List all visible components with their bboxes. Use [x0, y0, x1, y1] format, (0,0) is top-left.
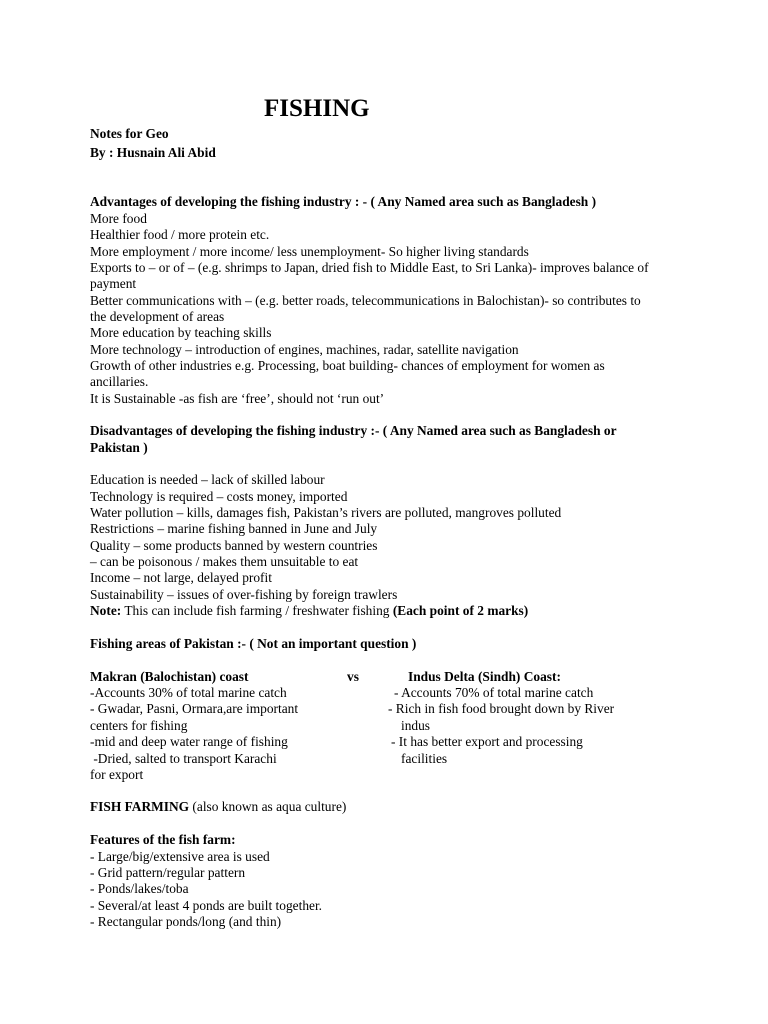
advantage-line: payment [90, 276, 137, 291]
indus-line: facilities [401, 751, 448, 766]
disadvantage-line: Technology is required – costs money, imported [90, 489, 348, 504]
makran-line: -mid and deep water range of fishing [90, 734, 288, 749]
areas-heading: Fishing areas of Pakistan :- ( Not an important question ) [90, 636, 417, 651]
disadvantage-line: Education is needed – lack of skilled labour [90, 472, 325, 487]
advantage-line: Exports to – or of – (e.g. shrimps to Japan, dried fish to Middle East, to Sri Lanka)- improves balance of [90, 260, 649, 275]
disadvantage-line: Restrictions – marine fishing banned in June and July [90, 521, 378, 536]
advantages-heading: Advantages of developing the fishing industry : - ( Any Named area such as Bangladesh ) [90, 194, 597, 209]
advantage-line: More education by teaching skills [90, 325, 272, 340]
indus-line: indus [401, 718, 431, 733]
disadvantage-line: Income – not large, delayed profit [90, 570, 272, 585]
note-line [90, 603, 528, 619]
advantage-line: More technology – introduction of engines, machines, radar, satellite navigation [90, 342, 519, 357]
disadvantages-heading-line1: Disadvantages of developing the fishing industry :- ( Any Named area such as Bangladesh or [90, 423, 617, 438]
advantage-line: It is Sustainable -as fish are ‘free’, should not ‘run out’ [90, 391, 385, 406]
advantage-line: More food [90, 211, 147, 226]
fish-farming-line [90, 799, 346, 815]
author-label: By : Husnain Ali Abid [90, 145, 216, 160]
feature-line: - Several/at least 4 ponds are built together. [90, 898, 323, 913]
note-marks: (Each point of 2 marks) [392, 603, 529, 618]
feature-line: - Rectangular ponds/long (and thin) [90, 914, 282, 929]
note-text: This can include fish farming / freshwater fishing [121, 603, 393, 618]
makran-line: -Accounts 30% of total marine catch [90, 685, 287, 700]
disadvantage-line: Sustainability – issues of over-fishing by foreign trawlers [90, 587, 398, 602]
makran-line: - Gwadar, Pasni, Ormara,are important [90, 701, 299, 716]
fish-farming-aka: (also known as aqua culture) [189, 799, 347, 814]
feature-line: - Grid pattern/regular pattern [90, 865, 246, 880]
makran-line: centers for fishing [90, 718, 188, 733]
advantage-line: Better communications with – (e.g. better roads, telecommunications in Balochistan)- so contributes to [90, 293, 641, 308]
advantage-line: More employment / more income/ less unemployment- So higher living standards [90, 244, 529, 259]
makran-line: -Dried, salted to transport Karachi [90, 751, 277, 766]
vs-label: vs [347, 669, 359, 684]
advantage-line: Healthier food / more protein etc. [90, 227, 270, 242]
advantage-line: Growth of other industries e.g. Processing, boat building- chances of employment for women as [90, 358, 605, 373]
disadvantages-heading-line2: Pakistan ) [90, 440, 148, 455]
disadvantage-line: – can be poisonous / makes them unsuitable to eat [90, 554, 359, 569]
note-label: Note: [90, 603, 122, 618]
notes-for-label: Notes for Geo [90, 126, 169, 141]
indus-line: - Rich in fish food brought down by River [388, 701, 615, 716]
indus-line: - It has better export and processing [391, 734, 583, 749]
advantage-line: the development of areas [90, 309, 225, 324]
indus-line: - Accounts 70% of total marine catch [394, 685, 594, 700]
page-title: FISHING [264, 95, 370, 122]
makran-line: for export [90, 767, 144, 782]
disadvantage-line: Quality – some products banned by western countries [90, 538, 378, 553]
feature-line: - Large/big/extensive area is used [90, 849, 270, 864]
features-heading: Features of the fish farm: [90, 832, 236, 847]
indus-heading: Indus Delta (Sindh) Coast: [408, 669, 561, 684]
feature-line: - Ponds/lakes/toba [90, 881, 189, 896]
advantage-line: ancillaries. [90, 374, 149, 389]
makran-heading: Makran (Balochistan) coast [90, 669, 249, 684]
disadvantage-line: Water pollution – kills, damages fish, Pakistan’s rivers are polluted, mangroves polluted [90, 505, 562, 520]
fish-farming-heading: FISH FARMING [90, 799, 190, 814]
